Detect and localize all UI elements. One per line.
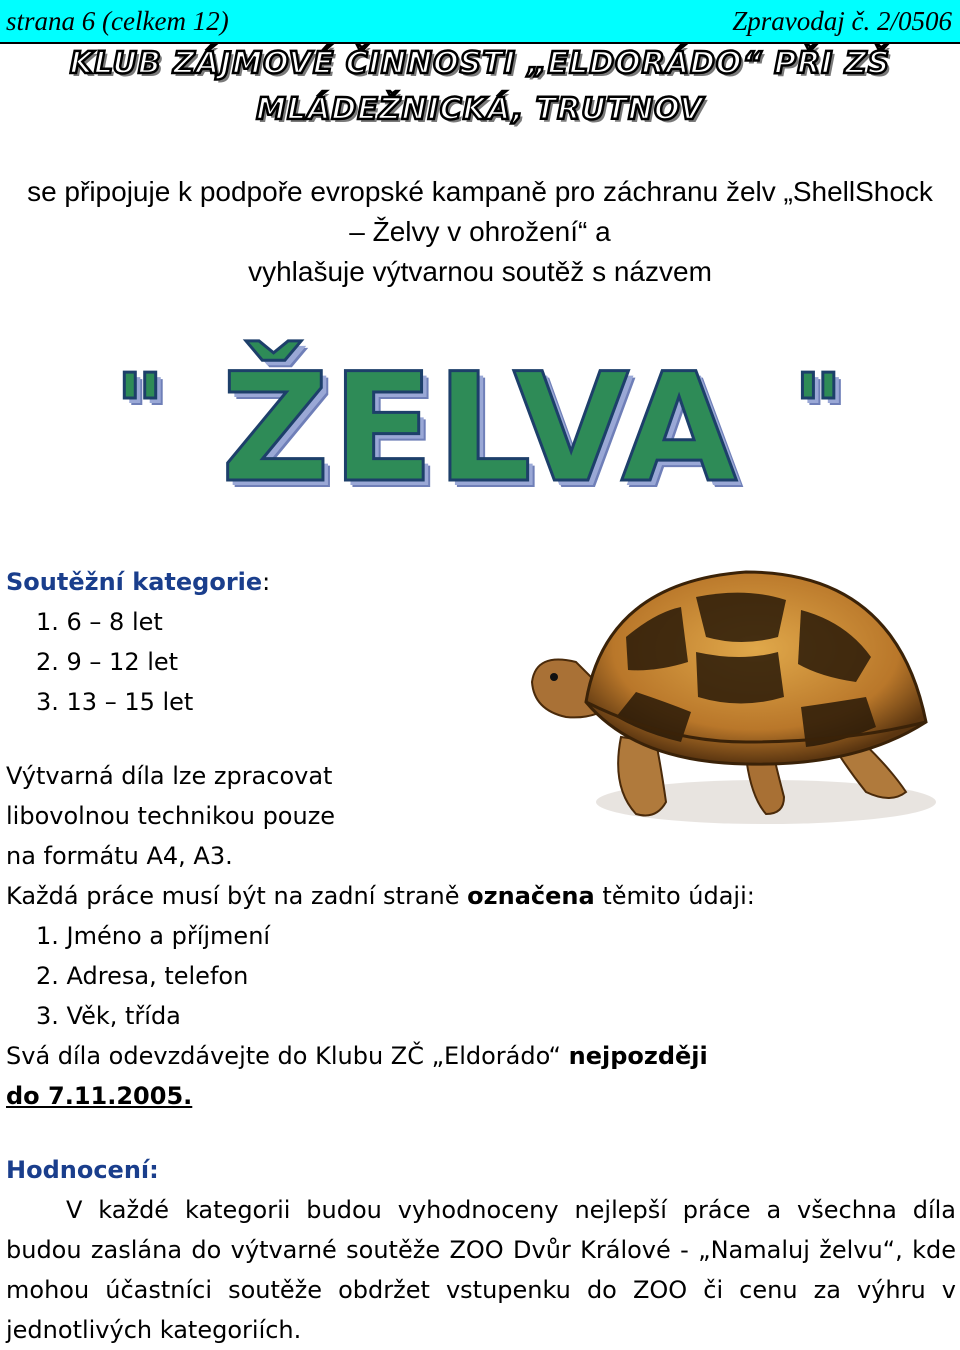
rules-item: 1. Jméno a příjmení bbox=[36, 922, 271, 950]
rules-line: Výtvarná díla lze zpracovat bbox=[6, 762, 333, 790]
deadline-line bbox=[6, 1036, 708, 1076]
rules-marking-line bbox=[6, 876, 755, 916]
deadline-bold: nejpozději bbox=[568, 1042, 708, 1070]
newsletter-issue: Zpravodaj č. 2/0506 bbox=[732, 6, 952, 36]
rules-item: 2. Adresa, telefon bbox=[36, 962, 249, 990]
evaluation-heading: Hodnocení: bbox=[6, 1156, 159, 1184]
categories-heading-colon: : bbox=[262, 568, 271, 596]
deadline-date: do 7.11.2005. bbox=[6, 1082, 193, 1110]
deadline-pre: Svá díla odevzdávejte do Klubu ZČ „Eldorádo“ bbox=[6, 1042, 569, 1070]
contest-title bbox=[0, 325, 960, 514]
contest-name: ŽELVA bbox=[220, 342, 740, 516]
turtle-photo bbox=[516, 552, 956, 852]
categories-heading-text: Soutěžní kategorie bbox=[6, 568, 263, 596]
rules-item: 3. Věk, třída bbox=[36, 1002, 181, 1030]
category-item: 1. 6 – 8 let bbox=[36, 608, 163, 636]
category-item: 3. 13 – 15 let bbox=[36, 688, 194, 716]
rules-line: na formátu A4, A3. bbox=[6, 842, 233, 870]
evaluation-text: V každé kategorii budou vyhodnoceny nejlepší práce a všechna díla budou zaslána do výtvarné soutěže ZOO Dvůr Králové - „Namaluj želvu“, kde mohou účastníci soutěže obdržet vstupenku do ZOO či cenu za výhru v jednotlivých kategoriích. bbox=[6, 1196, 956, 1344]
club-title-line1: KLUB ZÁJMOVÉ ČINNOSTI „ELDORÁDO“ PŘI ZŠ bbox=[69, 46, 891, 81]
club-title-line2: MLÁDEŽNICKÁ, TRUTNOV bbox=[256, 92, 704, 127]
page-number: strana 6 (celkem 12) bbox=[6, 6, 229, 36]
rules-marking-pre: Každá práce musí být na zadní straně bbox=[6, 882, 468, 910]
rules-marking-post: těmito údaji: bbox=[594, 882, 755, 910]
rules-marking-bold: označena bbox=[467, 882, 595, 910]
page-header bbox=[0, 0, 960, 44]
intro-line3: vyhlašuje výtvarnou soutěž s názvem bbox=[248, 256, 712, 287]
intro-line1: se připojuje k podpoře evropské kampaně pro záchranu želv „ShellShock bbox=[27, 176, 933, 207]
category-item: 2. 9 – 12 let bbox=[36, 648, 179, 676]
rules-line: libovolnou technikou pouze bbox=[6, 802, 336, 830]
intro-line2: – Želvy v ohrožení“ a bbox=[349, 216, 611, 247]
quote-open: " bbox=[115, 355, 167, 465]
quote-close: " bbox=[793, 355, 845, 465]
categories-heading bbox=[6, 562, 270, 602]
